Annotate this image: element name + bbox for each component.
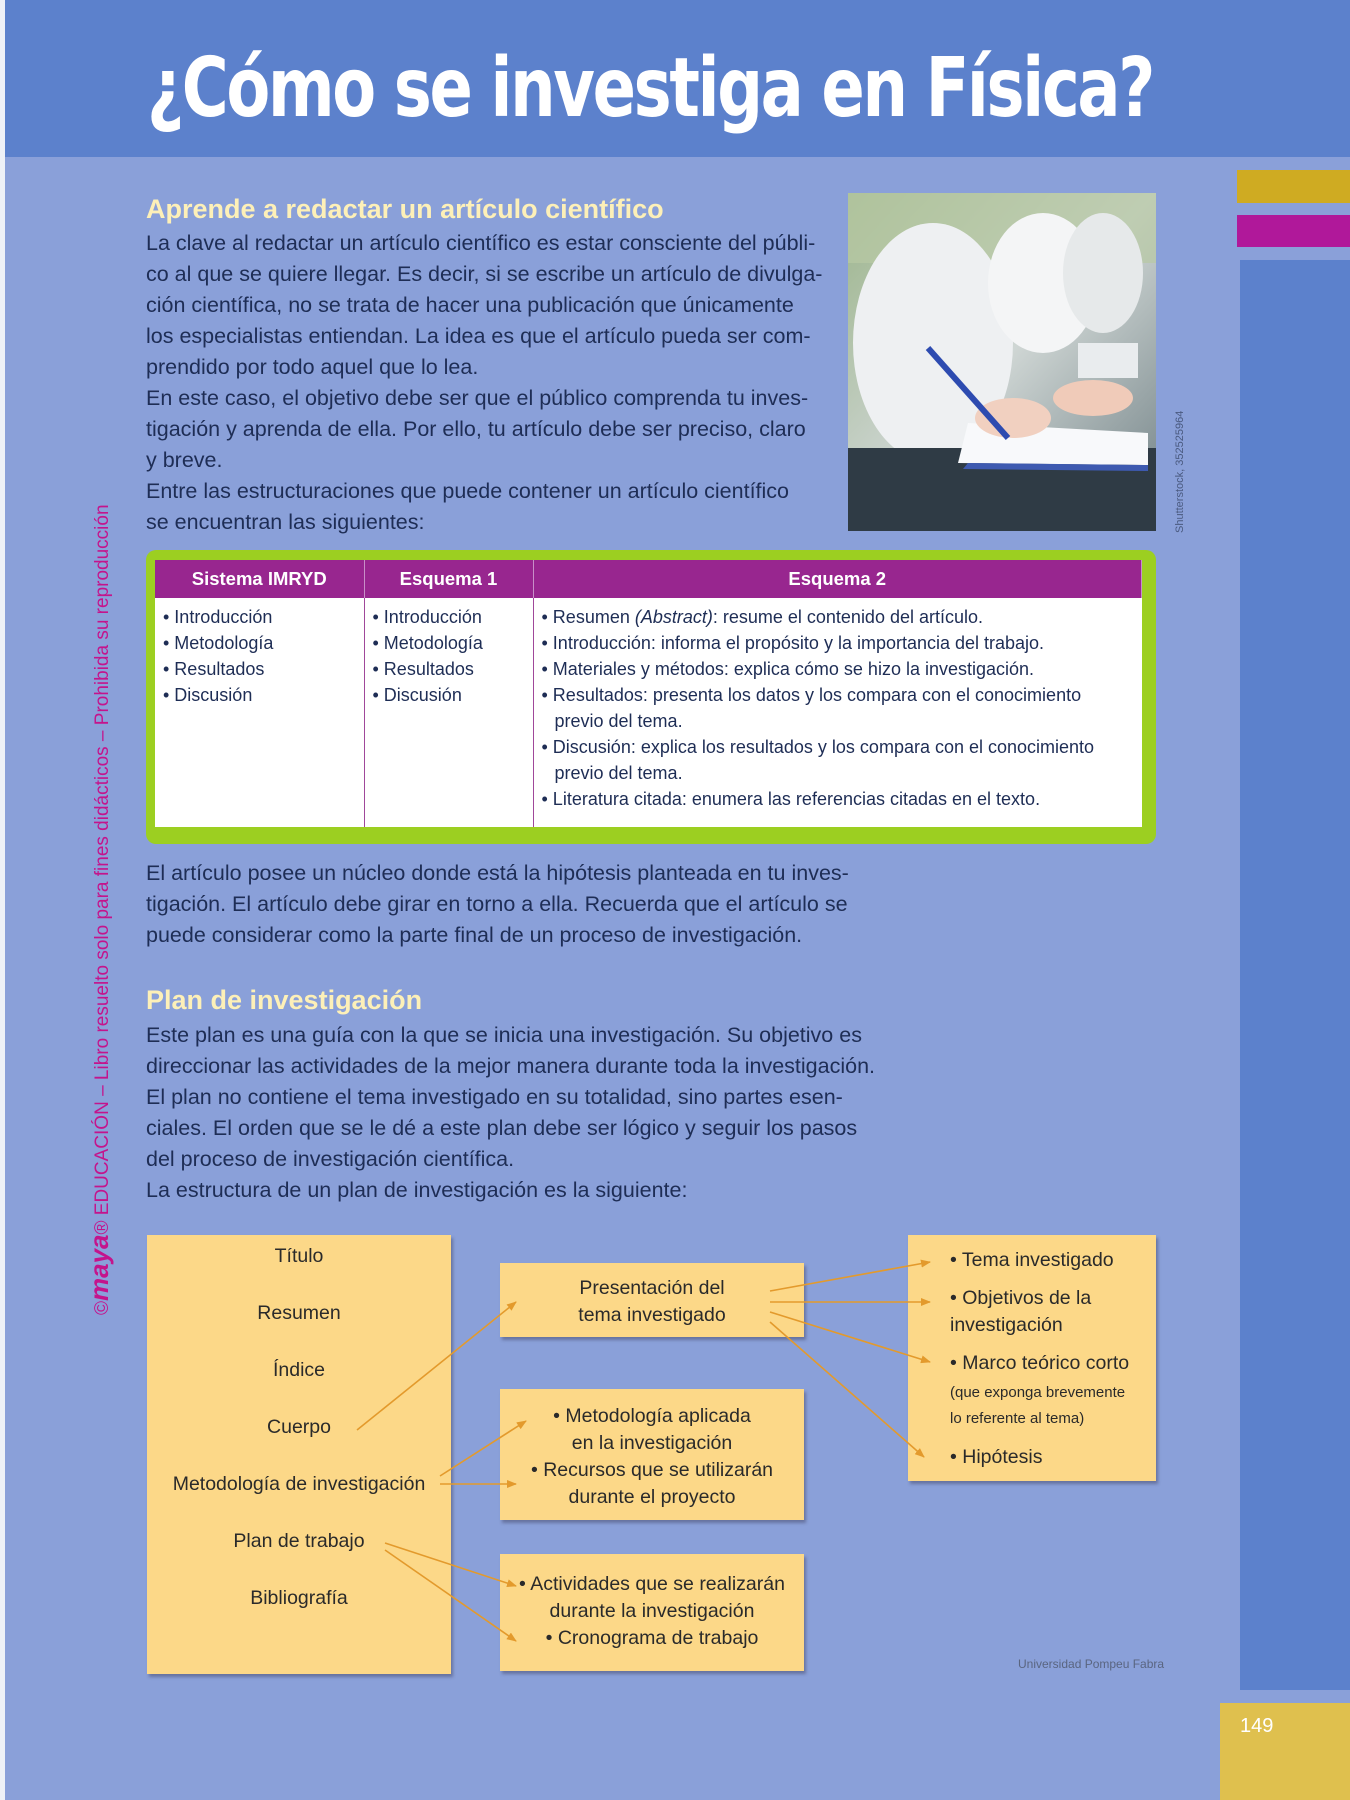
page-number: 149 — [1240, 1715, 1274, 1737]
box-line: en la investigación — [571, 1432, 733, 1454]
text-line: ción científica, no se trata de hacer una publicación que únicamente — [146, 293, 794, 317]
text-line: se encuentran las siguientes: — [146, 510, 425, 534]
structure-item: Resumen — [257, 1302, 341, 1324]
text-line: El plan no contiene el tema investigado en su totalidad, sino partes esen- — [146, 1085, 843, 1109]
list-item-text: • Resumen — [541, 607, 635, 627]
list-item: • Introducción — [163, 607, 273, 627]
list-item: • Resultados — [372, 659, 474, 679]
box-line: • Actividades que se realizarán — [519, 1573, 785, 1595]
structure-item: Plan de trabajo — [233, 1530, 365, 1552]
text-line: El artículo posee un núcleo donde está la hipótesis planteada en tu inves- — [146, 861, 849, 885]
list-item-emphasis: (Abstract) — [634, 607, 713, 627]
box-line: • Cronograma de trabajo — [545, 1627, 759, 1649]
text-line: direccionar las actividades de la mejor manera durante toda la investigación. — [146, 1054, 876, 1078]
copyright-text: EDUCACIÓN – Libro resuelto solo para fines didácticos – Prohibida su reproducción — [92, 504, 113, 1216]
box-line: • Metodología aplicada — [553, 1405, 751, 1427]
topic-item: • Tema investigado — [950, 1249, 1114, 1271]
topic-note: (que exponga brevemente — [950, 1384, 1126, 1401]
list-item: • Discusión: explica los resultados y los compara con el conocimiento — [541, 737, 1095, 757]
text-line: La estructura de un plan de investigación es la siguiente: — [146, 1178, 688, 1202]
list-item: • Literatura citada: enumera las referencias citadas en el texto. — [541, 789, 1041, 809]
text-line: prendido por todo aquel que lo lea. — [146, 355, 479, 379]
section-heading-article: Aprende a redactar un artículo científico — [146, 194, 664, 224]
text-line: del proceso de investigación científica. — [146, 1147, 515, 1171]
text-line: co al que se quiere llegar. Es decir, si se escribe un artículo de divulga- — [146, 262, 823, 286]
arrow-topic-3 — [770, 1312, 930, 1362]
text-line: Este plan es una guía con la que se inicia una investigación. Su objetivo es — [146, 1023, 862, 1047]
page-title: ¿Cómo se investiga en Física? — [147, 41, 1153, 136]
arrow-workplan-lower — [385, 1550, 516, 1641]
section-heading-plan: Plan de investigación — [146, 985, 423, 1015]
arrow-topic-4 — [770, 1322, 924, 1457]
text-line: tigación. El artículo debe girar en torno a ella. Recuerda que el artículo se — [146, 892, 848, 916]
box-line: • Recursos que se utilizarán — [530, 1459, 774, 1481]
list-item: • Discusión — [163, 685, 253, 705]
table-header: Esquema 1 — [364, 560, 533, 598]
list-item-continued: previo del tema. — [554, 763, 683, 783]
text-line: puede considerar como la parte final de un proceso de investigación. — [146, 923, 803, 947]
photo-credit: Shutterstock, 352525964 — [1174, 410, 1186, 533]
arrow-cuerpo-presentation — [357, 1302, 516, 1430]
arrow-methodology-upper — [440, 1421, 526, 1476]
topic-item: • Objetivos de la — [950, 1287, 1092, 1309]
topic-item-continued: investigación — [950, 1314, 1063, 1336]
text-line: ciales. El orden que se le dé a este plan debe ser lógico y seguir los pasos — [146, 1116, 858, 1140]
text-line: En este caso, el objetivo debe ser que el público comprenda tu inves- — [146, 386, 809, 410]
text-line: La clave al redactar un artículo científico es estar consciente del públi- — [146, 231, 816, 255]
source-credit: Universidad Pompeu Fabra — [1018, 1657, 1165, 1671]
structure-item: Metodología de investigación — [172, 1473, 426, 1495]
topic-note: lo referente al tema) — [950, 1410, 1085, 1427]
list-item: • Introducción: informa el propósito y la importancia del trabajo. — [541, 633, 1045, 653]
list-item: • Materiales y métodos: explica cómo se hizo la investigación. — [541, 659, 1035, 679]
copyright-note: ©maya® EDUCACIÓN – Libro resuelto solo para fines didácticos – Prohibida su reproducción — [84, 504, 114, 1315]
structure-item: Título — [274, 1245, 324, 1267]
topic-item: • Marco teórico corto — [950, 1352, 1130, 1374]
text-line: Entre las estructuraciones que puede contener un artículo científico — [146, 479, 789, 503]
box-line: tema investigado — [578, 1304, 726, 1326]
text-line: tigación y aprenda de ella. Por ello, tu artículo debe ser preciso, claro — [146, 417, 806, 441]
list-item: • Resultados — [163, 659, 265, 679]
text-line: los especialistas entiendan. La idea es que el artículo pueda ser com- — [146, 324, 811, 348]
list-item: • Introducción — [372, 607, 482, 627]
table-header: Esquema 2 — [533, 560, 1142, 598]
list-item: • Resultados: presenta los datos y los compara con el conocimiento — [541, 685, 1082, 705]
list-item-continued: previo del tema. — [554, 711, 683, 731]
table-header: Sistema IMRYD — [155, 560, 364, 598]
structure-item: Índice — [272, 1359, 326, 1381]
box-line: Presentación del — [579, 1277, 725, 1299]
topic-item: • Hipótesis — [950, 1446, 1043, 1468]
list-item: • Metodología — [372, 633, 483, 653]
structure-item: Bibliografía — [250, 1587, 348, 1609]
box-line: durante la investigación — [549, 1600, 755, 1622]
list-item: • Metodología — [163, 633, 274, 653]
brand-logo: maya — [84, 1234, 114, 1301]
structure-item: Cuerpo — [267, 1416, 331, 1438]
box-line: durante el proyecto — [568, 1486, 736, 1508]
list-item: • Discusión — [372, 685, 462, 705]
arrow-topic-1 — [770, 1262, 930, 1291]
list-item-text: : resume el contenido del artículo. — [712, 607, 984, 627]
text-line: y breve. — [146, 448, 223, 472]
